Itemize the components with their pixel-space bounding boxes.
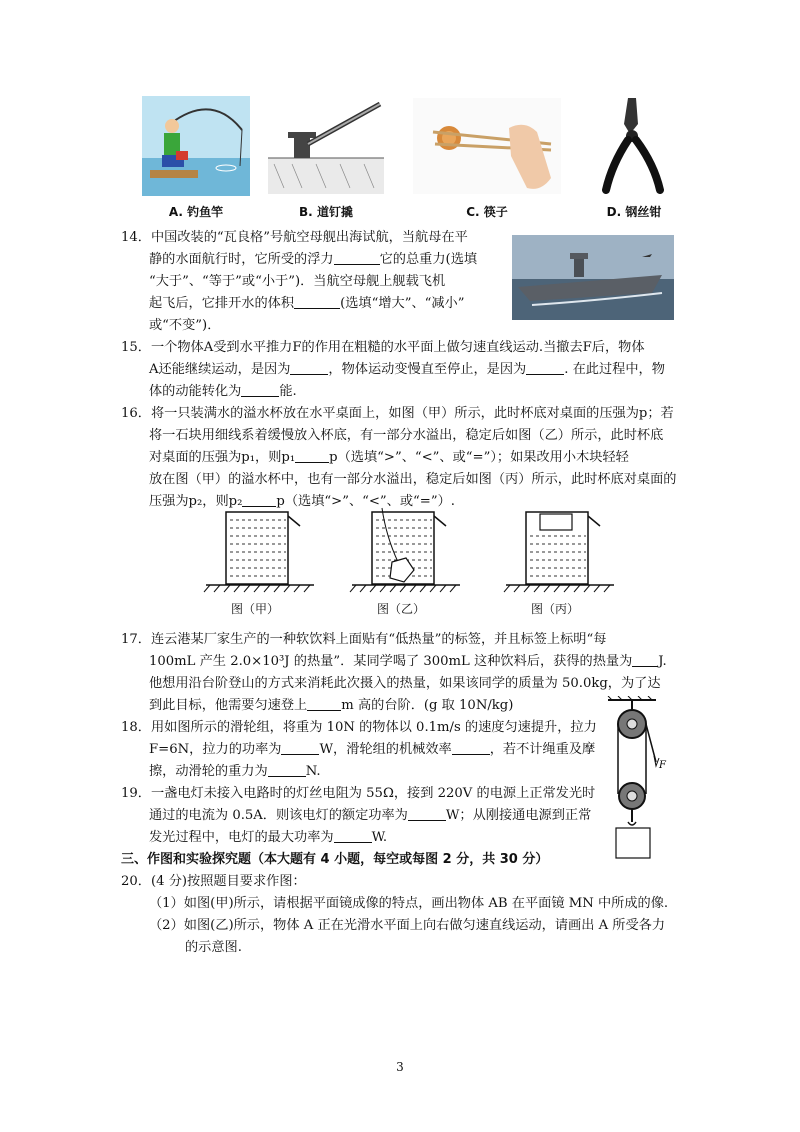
wire-pliers-image: [598, 94, 668, 194]
q18-line-3: 擦，动滑轮的重力为 N.: [149, 764, 321, 779]
q15-line-1: 15．一个物体A受到水平推力F的作用在粗糙的水平面上做匀速直线运动.当撤去F后，物体: [121, 340, 645, 355]
answer-blank[interactable]: [295, 448, 329, 463]
overflow-cup-figure-yi: [346, 506, 466, 594]
figure-label-bing: 图（丙）: [530, 602, 579, 616]
answer-blank[interactable]: [334, 828, 372, 843]
q18-line-2: F=6N，拉力的功率为 W，滑轮组的机械效率 ，若不计绳重及摩: [149, 742, 596, 757]
q14-line-3: “大于”、“等于”或“小于”)．当航空母舰上舰载飞机: [149, 274, 446, 289]
q16-line-1: 16．将一只装满水的溢水杯放在水平桌面上，如图（甲）所示，此时杯底对桌面的压强为p；若: [121, 406, 674, 421]
overflow-cup-figure-bing: [500, 506, 620, 594]
q20-line-3: （2）如图(乙)所示，物体 A 正在光滑水平面上向右做匀速直线运动，请画出 A 所受各力: [149, 918, 666, 933]
q17-line-1: 17．连云港某厂家生产的一种软饮料上面贴有“低热量”的标签，并且标签上标明“每: [121, 632, 607, 647]
q15-line-3: 体的动能转化为 能.: [149, 384, 297, 399]
q18-line-1: 18．用如图所示的滑轮组，将重为 10N 的物体以 0.1m/s 的速度匀速提升，拉力: [121, 720, 597, 735]
answer-blank[interactable]: [408, 806, 446, 821]
figure-label-jia: 图（甲）: [230, 602, 279, 616]
figure-label-yi: 图（乙）: [376, 602, 425, 616]
q14-line-4: 起飞后，它排开水的体积 (选填“增大”、“减小”: [149, 296, 465, 311]
answer-blank[interactable]: [294, 294, 340, 309]
answer-blank[interactable]: [526, 360, 564, 375]
page-number: 3: [396, 1060, 404, 1074]
aircraft-carrier-image: [512, 235, 674, 320]
section-heading: 三、作图和实验探究题（本大题有 4 小题，每空或每图 2 分，共 30 分）: [121, 852, 549, 867]
q17-line-4: 到此目标，他需要匀速登上 m 高的台阶．(g 取 10N/kg): [149, 698, 514, 713]
q19-line-3: 发光过程中，电灯的最大功率为 W.: [149, 830, 388, 845]
q17-line-2: 100mL 产生 2.0×10³J 的热量”．某同学喝了 300mL 这种饮料后，获得的热量为 J.: [149, 654, 667, 669]
option-a-caption: A. 钓鱼竿: [168, 205, 224, 219]
q20-line-4: 的示意图.: [185, 940, 242, 955]
answer-blank[interactable]: [290, 360, 328, 375]
q14-line-1: 14．中国改装的“瓦良格”号航空母舰出海试航，当航母在平: [121, 230, 468, 245]
answer-blank[interactable]: [268, 762, 306, 777]
answer-blank[interactable]: [281, 740, 319, 755]
overflow-cup-figure-jia: [200, 506, 320, 594]
answer-blank[interactable]: [241, 382, 279, 397]
q17-line-3: 他想用沿台阶登山的方式来消耗此次摄入的热量，如果该同学的质量为 50.0kg，为了达: [149, 676, 661, 691]
chopsticks-image: [413, 98, 561, 194]
q14-line-2: 静的水面航行时，它所受的浮力 它的总重力(选填: [149, 252, 478, 267]
rail-spike-lever-image: [268, 98, 384, 194]
q19-line-2: 通过的电流为 0.5A．则该电灯的额定功率为 W；从刚接通电源到正常: [149, 808, 592, 823]
option-c-caption: C. 筷子: [466, 205, 508, 219]
q16-line-4: 放在图（甲）的溢水杯中，也有一部分水溢出，稳定后如图（丙）所示，此时杯底对桌面的: [149, 472, 677, 487]
answer-blank[interactable]: [242, 492, 276, 507]
q20-line-1: 20．(4 分)按照题目要求作图：: [121, 874, 306, 889]
pulley-system-figure: [604, 696, 668, 866]
answer-blank[interactable]: [632, 652, 658, 667]
q16-line-5: 压强为p₂，则p₂ p（选填“>”、“<”、或“=”）.: [149, 494, 455, 509]
option-b-caption: B. 道钉撬: [299, 205, 353, 219]
q16-line-2: 将一石块用细线系着缓慢放入杯底，有一部分水溢出，稳定后如图（乙）所示，此时杯底: [149, 428, 664, 443]
fishing-rod-image: [142, 96, 250, 196]
answer-blank[interactable]: [452, 740, 490, 755]
option-d-caption: D. 钢丝钳: [606, 205, 662, 219]
force-label-f: F: [659, 760, 666, 771]
q15-line-2: A还能继续运动，是因为 ，物体运动变慢直至停止，是因为 . 在此过程中，物: [149, 362, 665, 377]
answer-blank[interactable]: [334, 250, 380, 265]
answer-blank[interactable]: [307, 696, 341, 711]
q16-line-3: 对桌面的压强为p₁，则p₁ p（选填“>”、“<”、或“=”）；如果改用小木块轻轻: [149, 450, 629, 465]
q19-line-1: 19．一盏电灯未接入电路时的灯丝电阻为 55Ω，接到 220V 的电源上正常发光时: [121, 786, 596, 801]
q14-line-5: 或“不变”)．: [149, 318, 221, 333]
q20-line-2: （1）如图(甲)所示，请根据平面镜成像的特点，画出物体 AB 在平面镜 MN 中所成的像.: [149, 896, 669, 911]
